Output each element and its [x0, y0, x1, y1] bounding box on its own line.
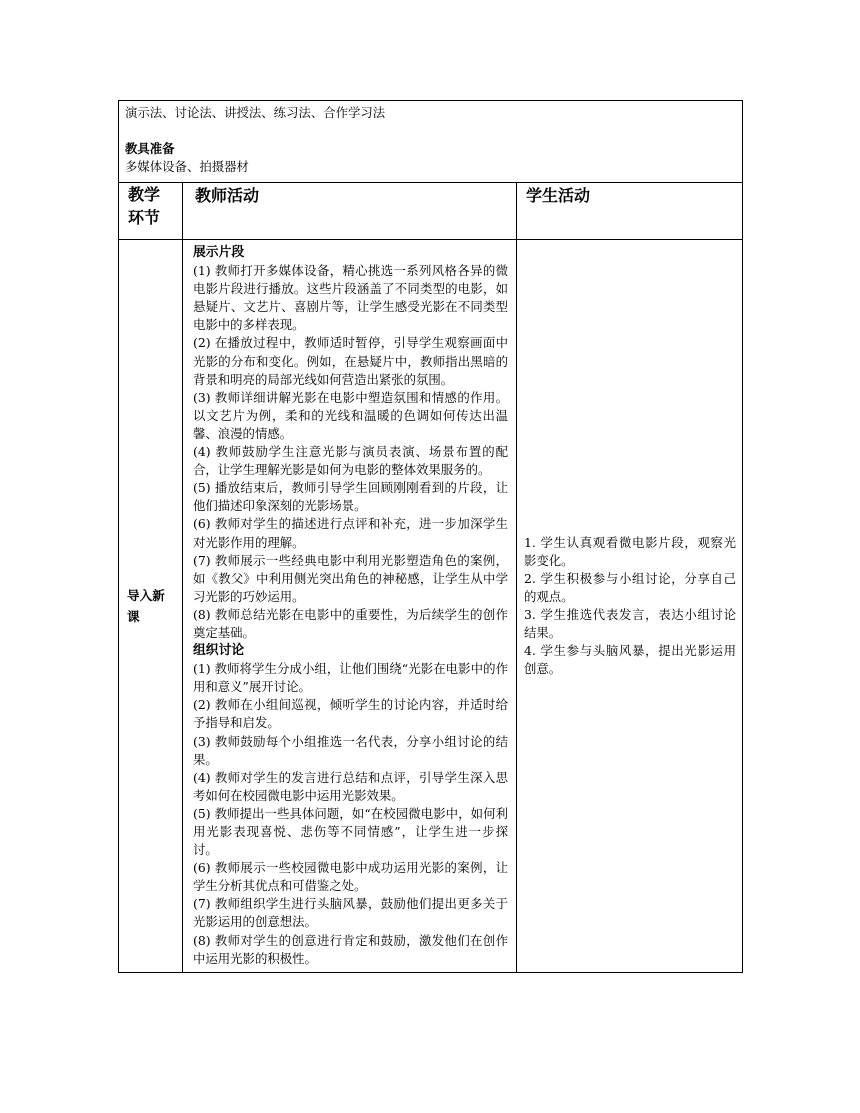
teaching-methods-text: 演示法、讨论法、讲授法、练习法、合作学习法	[125, 105, 386, 120]
header-stage-label	[128, 185, 160, 227]
label-line: 课	[127, 608, 140, 624]
teacher-step: (7) 教师组织学生进行头脑风暴，鼓励他们提出更多关于光影运用的创意想法。	[193, 896, 508, 930]
teacher-step: (5) 教师提出一些具体问题，如“在校园微电影中，如何利用光影表现喜悦、悲伤等不同情感”，让学生进一步探讨。	[193, 805, 508, 858]
label-line: 环节	[128, 208, 161, 227]
teacher-step: (4) 教师鼓励学生注意光影与演员表演、场景布置的配合，让学生理解光影是如何为电影的整体效果服务的。	[193, 444, 508, 478]
stage-row	[119, 240, 743, 973]
header-teacher: 教师活动	[183, 183, 517, 240]
teacher-activity-cell	[183, 240, 517, 973]
student-step: 3. 学生推选代表发言，表达小组讨论结果。	[524, 606, 737, 640]
student-activity-cell	[517, 240, 743, 973]
teacher-step: (4) 教师对学生的发言进行总结和点评，引导学生深入思考如何在校园微电影中运用光影效果。	[193, 769, 508, 803]
label-line: 教学	[128, 185, 161, 204]
header-student: 学生活动	[517, 183, 743, 240]
teacher-step: (6) 教师展示一些校园微电影中成功运用光影的案例，让学生分析其优点和可借鉴之处。	[193, 860, 508, 894]
tools-text: 多媒体设备、拍摄器材	[125, 159, 249, 174]
student-step: 2. 学生积极参与小组讨论，分享自己的观点。	[524, 570, 737, 604]
stage-label	[127, 588, 165, 624]
teacher-step: (2) 在播放过程中，教师适时暂停，引导学生观察画面中光影的分布和变化。例如，在悬疑片中，教师指出黑暗的背景和明亮的局部光线如何营造出紧张的氛围。	[193, 335, 508, 387]
teacher-step: (7) 教师展示一些经典电影中利用光影塑造角色的案例，如《教父》中利用侧光突出角色的神秘感，让学生从中学习光影的巧妙运用。	[193, 552, 508, 604]
stage-label-cell	[119, 240, 183, 973]
header-row	[119, 183, 743, 240]
section-title: 组织讨论	[193, 643, 245, 659]
teacher-step: (3) 教师鼓励每个小组推选一名代表，分享小组讨论的结果。	[193, 733, 508, 767]
student-step: 1. 学生认真观看微电影片段，观察光影变化。	[524, 534, 737, 568]
teacher-step: (6) 教师对学生的描述进行点评和补充，进一步加深学生对光影作用的理解。	[193, 516, 508, 550]
teacher-step: (1) 教师打开多媒体设备，精心挑选一系列风格各异的微电影片段进行播放。这些片段涵盖了不同类型的电影，如悬疑片、文艺片、喜剧片等，让学生感受光影在不同类型电影中的多样表现。	[193, 263, 508, 333]
label-line: 导入新	[127, 587, 165, 603]
section-title: 展示片段	[193, 245, 245, 260]
student-step: 4. 学生参与头脑风暴，提出光影运用创意。	[524, 643, 737, 677]
intro-cell	[119, 101, 743, 183]
tools-heading: 教具准备	[125, 141, 175, 156]
lesson-plan-table	[118, 100, 743, 973]
teacher-step: (8) 教师总结光影在电影中的重要性，为后续学生的创作奠定基础。	[193, 606, 508, 640]
teacher-step: (8) 教师对学生的创意进行肯定和鼓励，激发他们在创作中运用光影的积极性。	[193, 932, 508, 966]
header-stage	[119, 183, 183, 240]
teacher-step: (5) 播放结束后，教师引导学生回顾刚刚看到的片段，让他们描述印象深刻的光影场景。	[193, 480, 508, 514]
teacher-step: (1) 教师将学生分成小组，让他们围绕“光影在电影中的作用和意义”展开讨论。	[193, 661, 508, 695]
teacher-step: (2) 教师在小组间巡视，倾听学生的讨论内容，并适时给予指导和启发。	[193, 697, 508, 731]
intro-row	[119, 101, 743, 183]
lesson-plan-page	[118, 100, 742, 973]
teacher-step: (3) 教师详细讲解光影在电影中塑造氛围和情感的作用。以文艺片为例，柔和的光线和温暖的色调如何传达出温馨、浪漫的情感。	[193, 389, 508, 441]
spacer	[125, 122, 736, 140]
